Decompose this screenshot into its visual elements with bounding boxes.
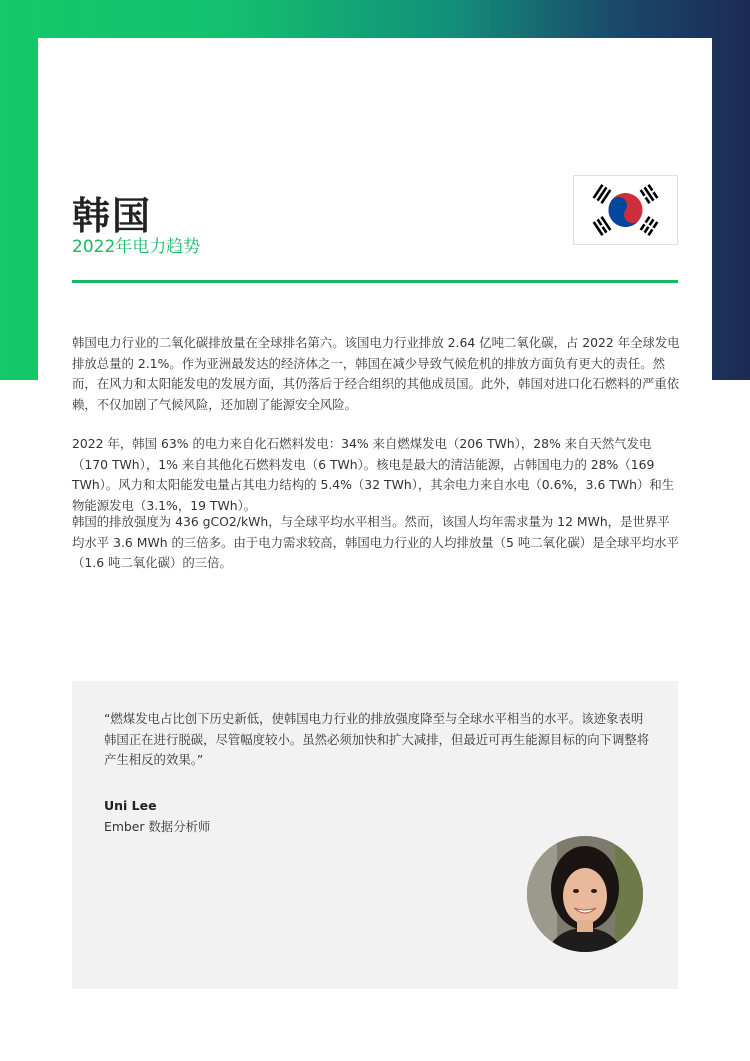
- author-avatar: [527, 836, 643, 952]
- paragraph-power-mix: 2022 年，韩国 63% 的电力来自化石燃料发电：34% 来自燃煤发电（206 TWh），28% 来自天然气发电（170 TWh），1% 来自其他化石燃料发电（6 TWh）。核电是最大的清洁能源，占韩国电力的 28%（169 TWh）。风力和太阳能发电量占其电力结构的 5.4%（32 TWh），其余电力来自水电（0.6%，3.6 TWh）和生物能源发电（3.1%，19 TWh）。: [72, 436, 675, 513]
- page-title: 韩国: [72, 194, 153, 238]
- paragraph-emissions-intensity: 韩国的排放强度为 436 gCO2/kWh，与全球平均水平相当。然而，该国人均年需求量为 12 MWh，是世界平均水平 3.6 MWh 的三倍多。由于电力需求较高，韩国电力行业的人均排放量（5 吨二氧化碳）是全球平均水平（1.6 吨二氧化碳）的三倍。: [72, 514, 679, 570]
- page-subtitle: 2022年电力趋势: [72, 237, 201, 257]
- south-korea-flag-icon: [573, 175, 678, 245]
- paragraph-emissions-ranking: 韩国电力行业的二氧化碳排放量在全球排名第六。该国电力行业排放 2.64 亿吨二氧化碳，占 2022 年全球发电排放总量的 2.1%。作为亚洲最发达的经济体之一，韩国在减少导致气候危机的排放方面负有更大的责任。然而，在风力和太阳能发电的发展方面，其仍落后于经合组织的其他成员国。此外，韩国对进口化石燃料的严重依赖，不仅加剧了气候风险，还加剧了能源安全风险。: [72, 335, 680, 412]
- quote-author: Uni Lee: [104, 798, 157, 813]
- quote-author-role: Ember 数据分析师: [104, 819, 211, 834]
- title-divider: [72, 280, 678, 283]
- quote-text: “燃煤发电占比创下历史新低，使韩国电力行业的排放强度降至与全球水平相当的水平。该迹象表明韩国正在进行脱碳，尽管幅度较小。虽然必须加快和扩大减排，但最近可再生能源目标的向下调整将产生相反的效果。”: [104, 711, 650, 767]
